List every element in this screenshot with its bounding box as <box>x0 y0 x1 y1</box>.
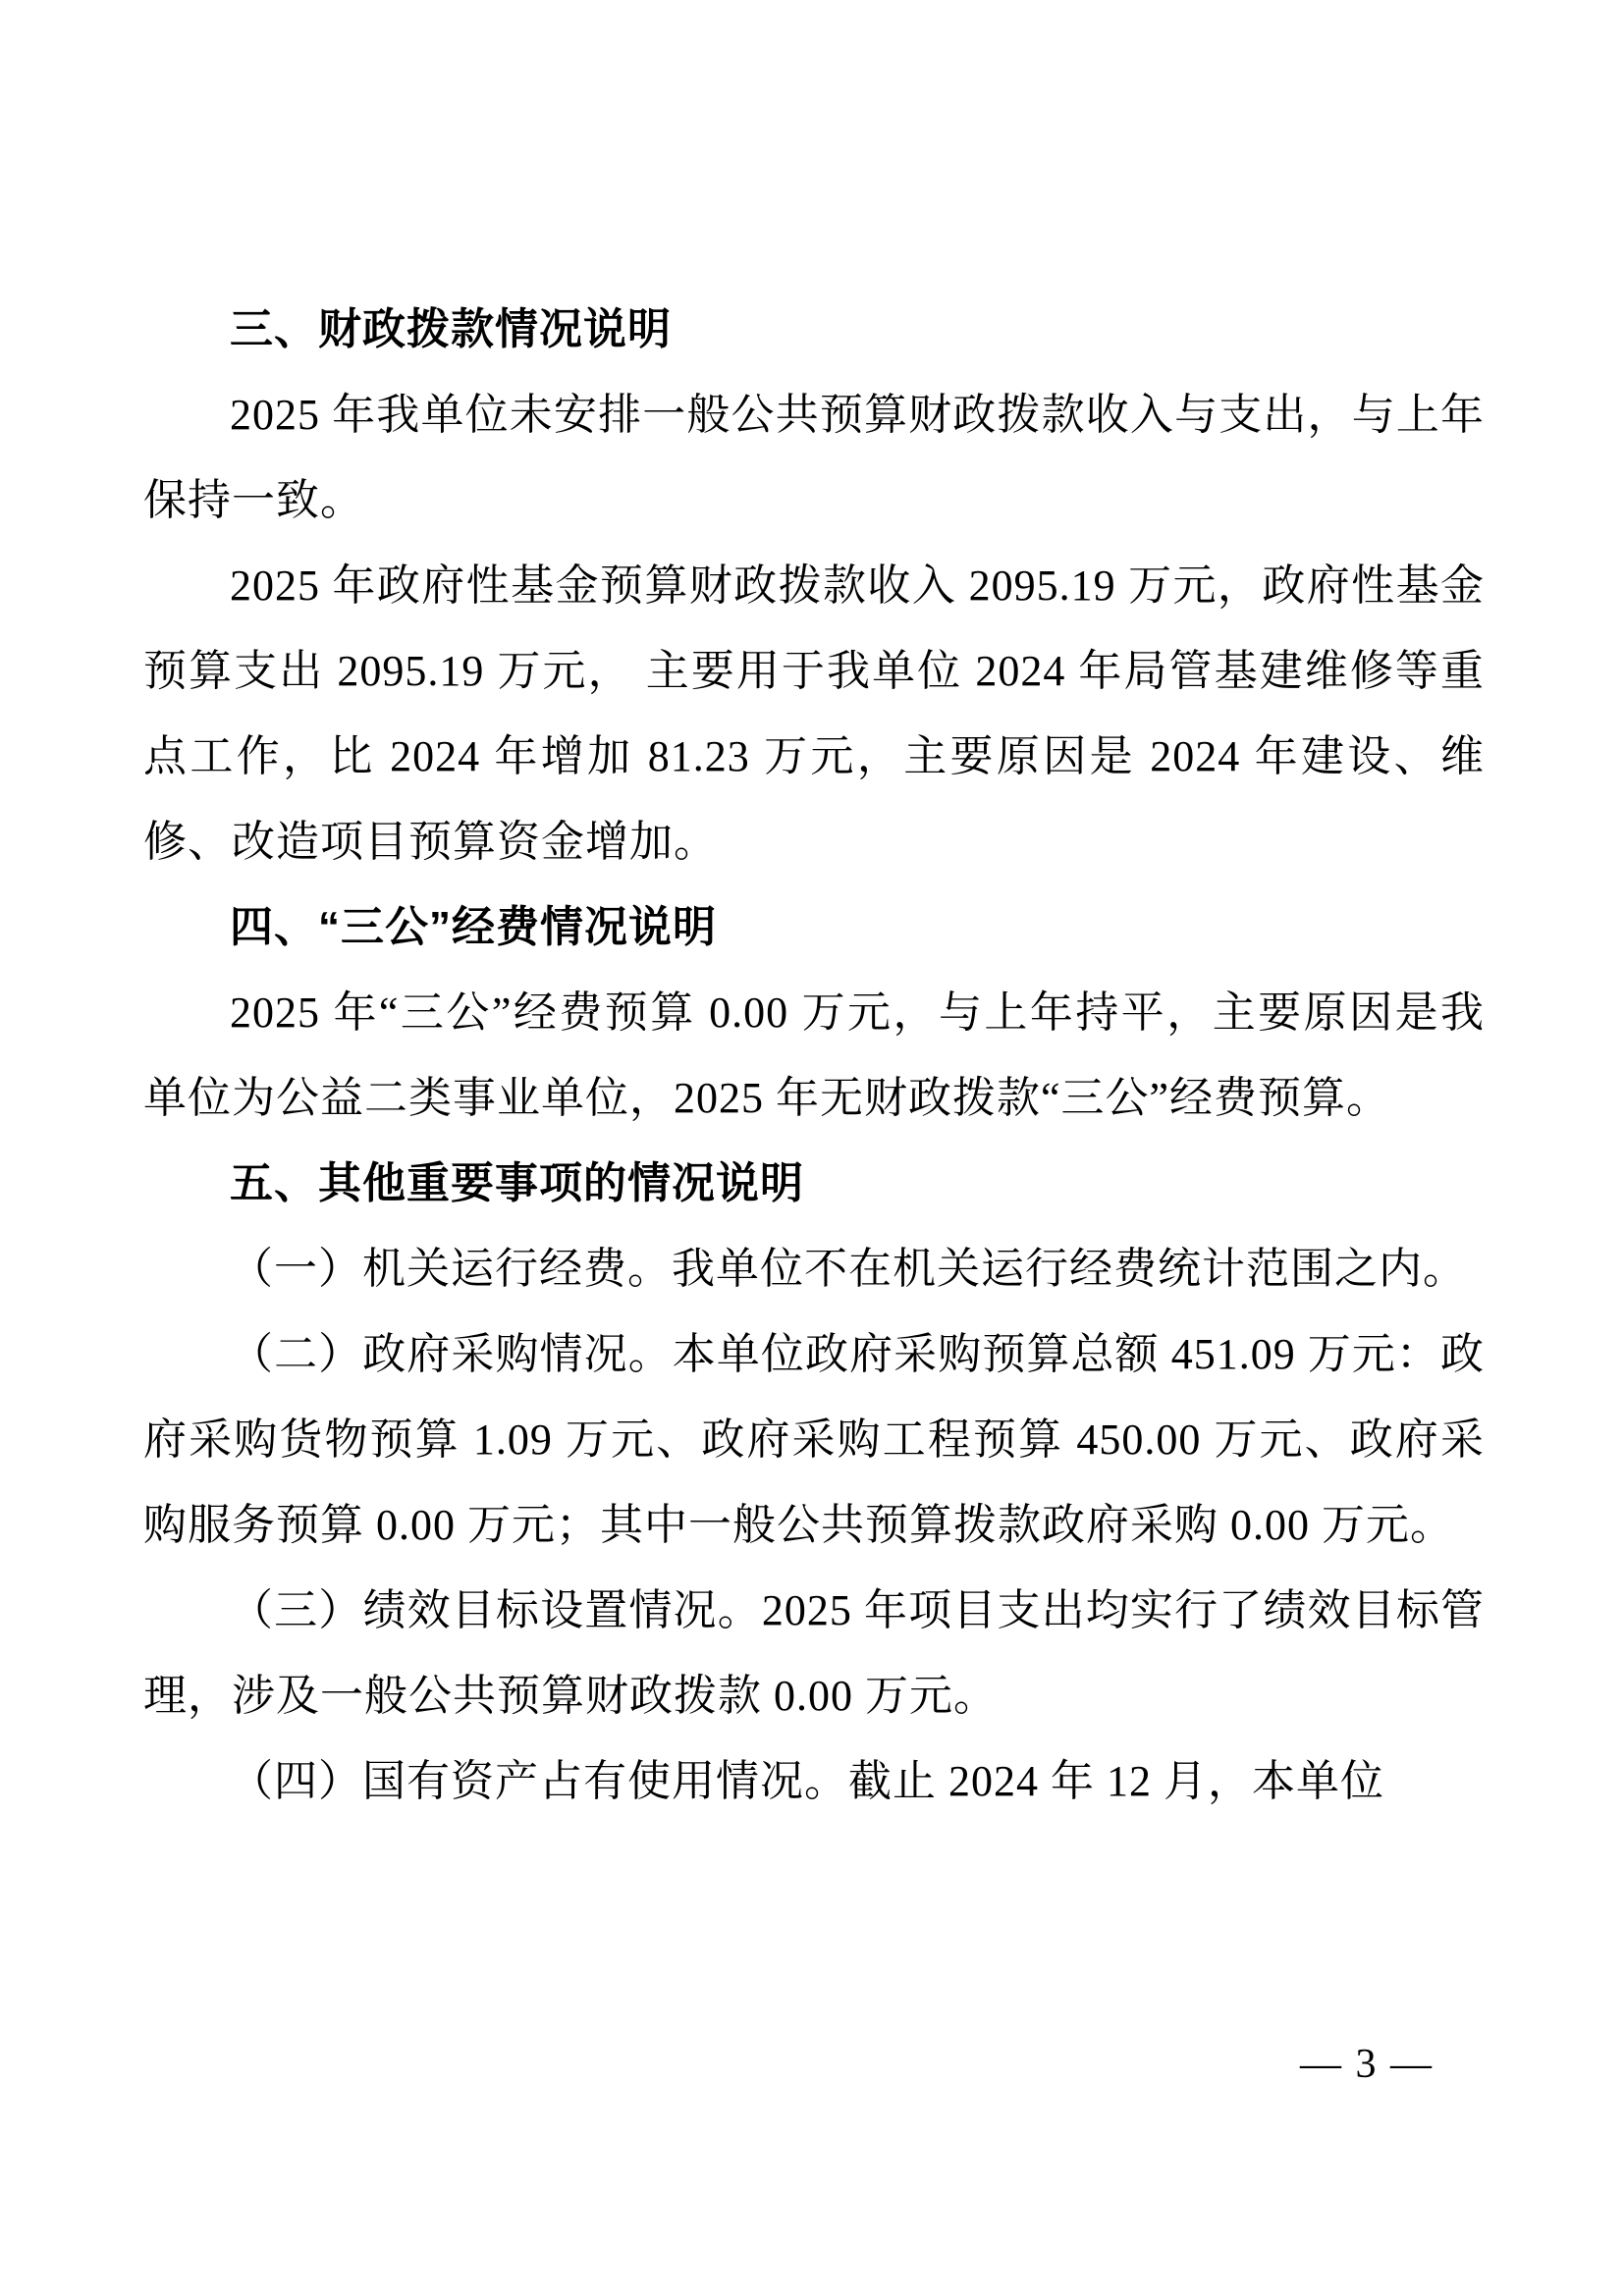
paragraph-general-public-budget: 2025 年我单位未安排一般公共预算财政拨款收入与支出，与上年保持一致。 <box>143 391 1485 524</box>
heading-three-public-expenses: 四、“三公”经费情况说明 <box>230 903 717 951</box>
paragraph-agency-operating-funds <box>143 1226 1485 1311</box>
item-lead-state-assets: （四）国有资产占有使用情况。 <box>230 1757 848 1805</box>
item-lead-performance-targets: （三）绩效目标设置情况。 <box>230 1586 762 1634</box>
item-text-state-assets: 截止 2024 年 12 月，本单位 <box>848 1757 1384 1805</box>
heading-fiscal-appropriation: 三、财政拨款情况说明 <box>230 305 672 353</box>
paragraph-government-procurement <box>143 1311 1485 1568</box>
item-lead-government-procurement: （二）政府采购情况。 <box>230 1330 673 1378</box>
item-lead-agency-operating-funds: （一）机关运行经费。 <box>230 1245 672 1293</box>
paragraph-government-fund-budget: 2025 年政府性基金预算财政拨款收入 2095.19 万元，政府性基金预算支出 2095.19 万元， 主要用于我单位 2024 年局管基建维修等重点工作，比 2024 年增加 81.23 万元，主要原因是 2024 年建设、维修、改造项目预算资金增加。 <box>143 561 1485 866</box>
paragraph-state-assets <box>143 1738 1485 1824</box>
item-text-government-procurement: 本单位政府采购预算总额 451.09 万元：政府采购货物预算 1.09 万元、政府采购工程预算 450.00 万元、政府采购服务预算 0.00 万元；其中一般公共预算拨款政府采购 0.00 万元。 <box>143 1330 1486 1549</box>
item-text-agency-operating-funds: 我单位不在机关运行经费统计范围之内。 <box>672 1245 1467 1293</box>
document-body <box>143 287 1485 1824</box>
item-text-performance-targets: 2025 年项目支出均实行了绩效目标管理，涉及一般公共预算财政拨款 0.00 万元。 <box>143 1586 1486 1720</box>
paragraph-three-public-expenses: 2025 年“三公”经费预算 0.00 万元，与上年持平，主要原因是我单位为公益二类事业单位，2025 年无财政拨款“三公”经费预算。 <box>143 988 1485 1122</box>
heading-other-important-matters: 五、其他重要事项的情况说明 <box>230 1159 804 1207</box>
paragraph-performance-targets <box>143 1568 1485 1738</box>
page-number: — 3 — <box>1300 2042 1434 2087</box>
